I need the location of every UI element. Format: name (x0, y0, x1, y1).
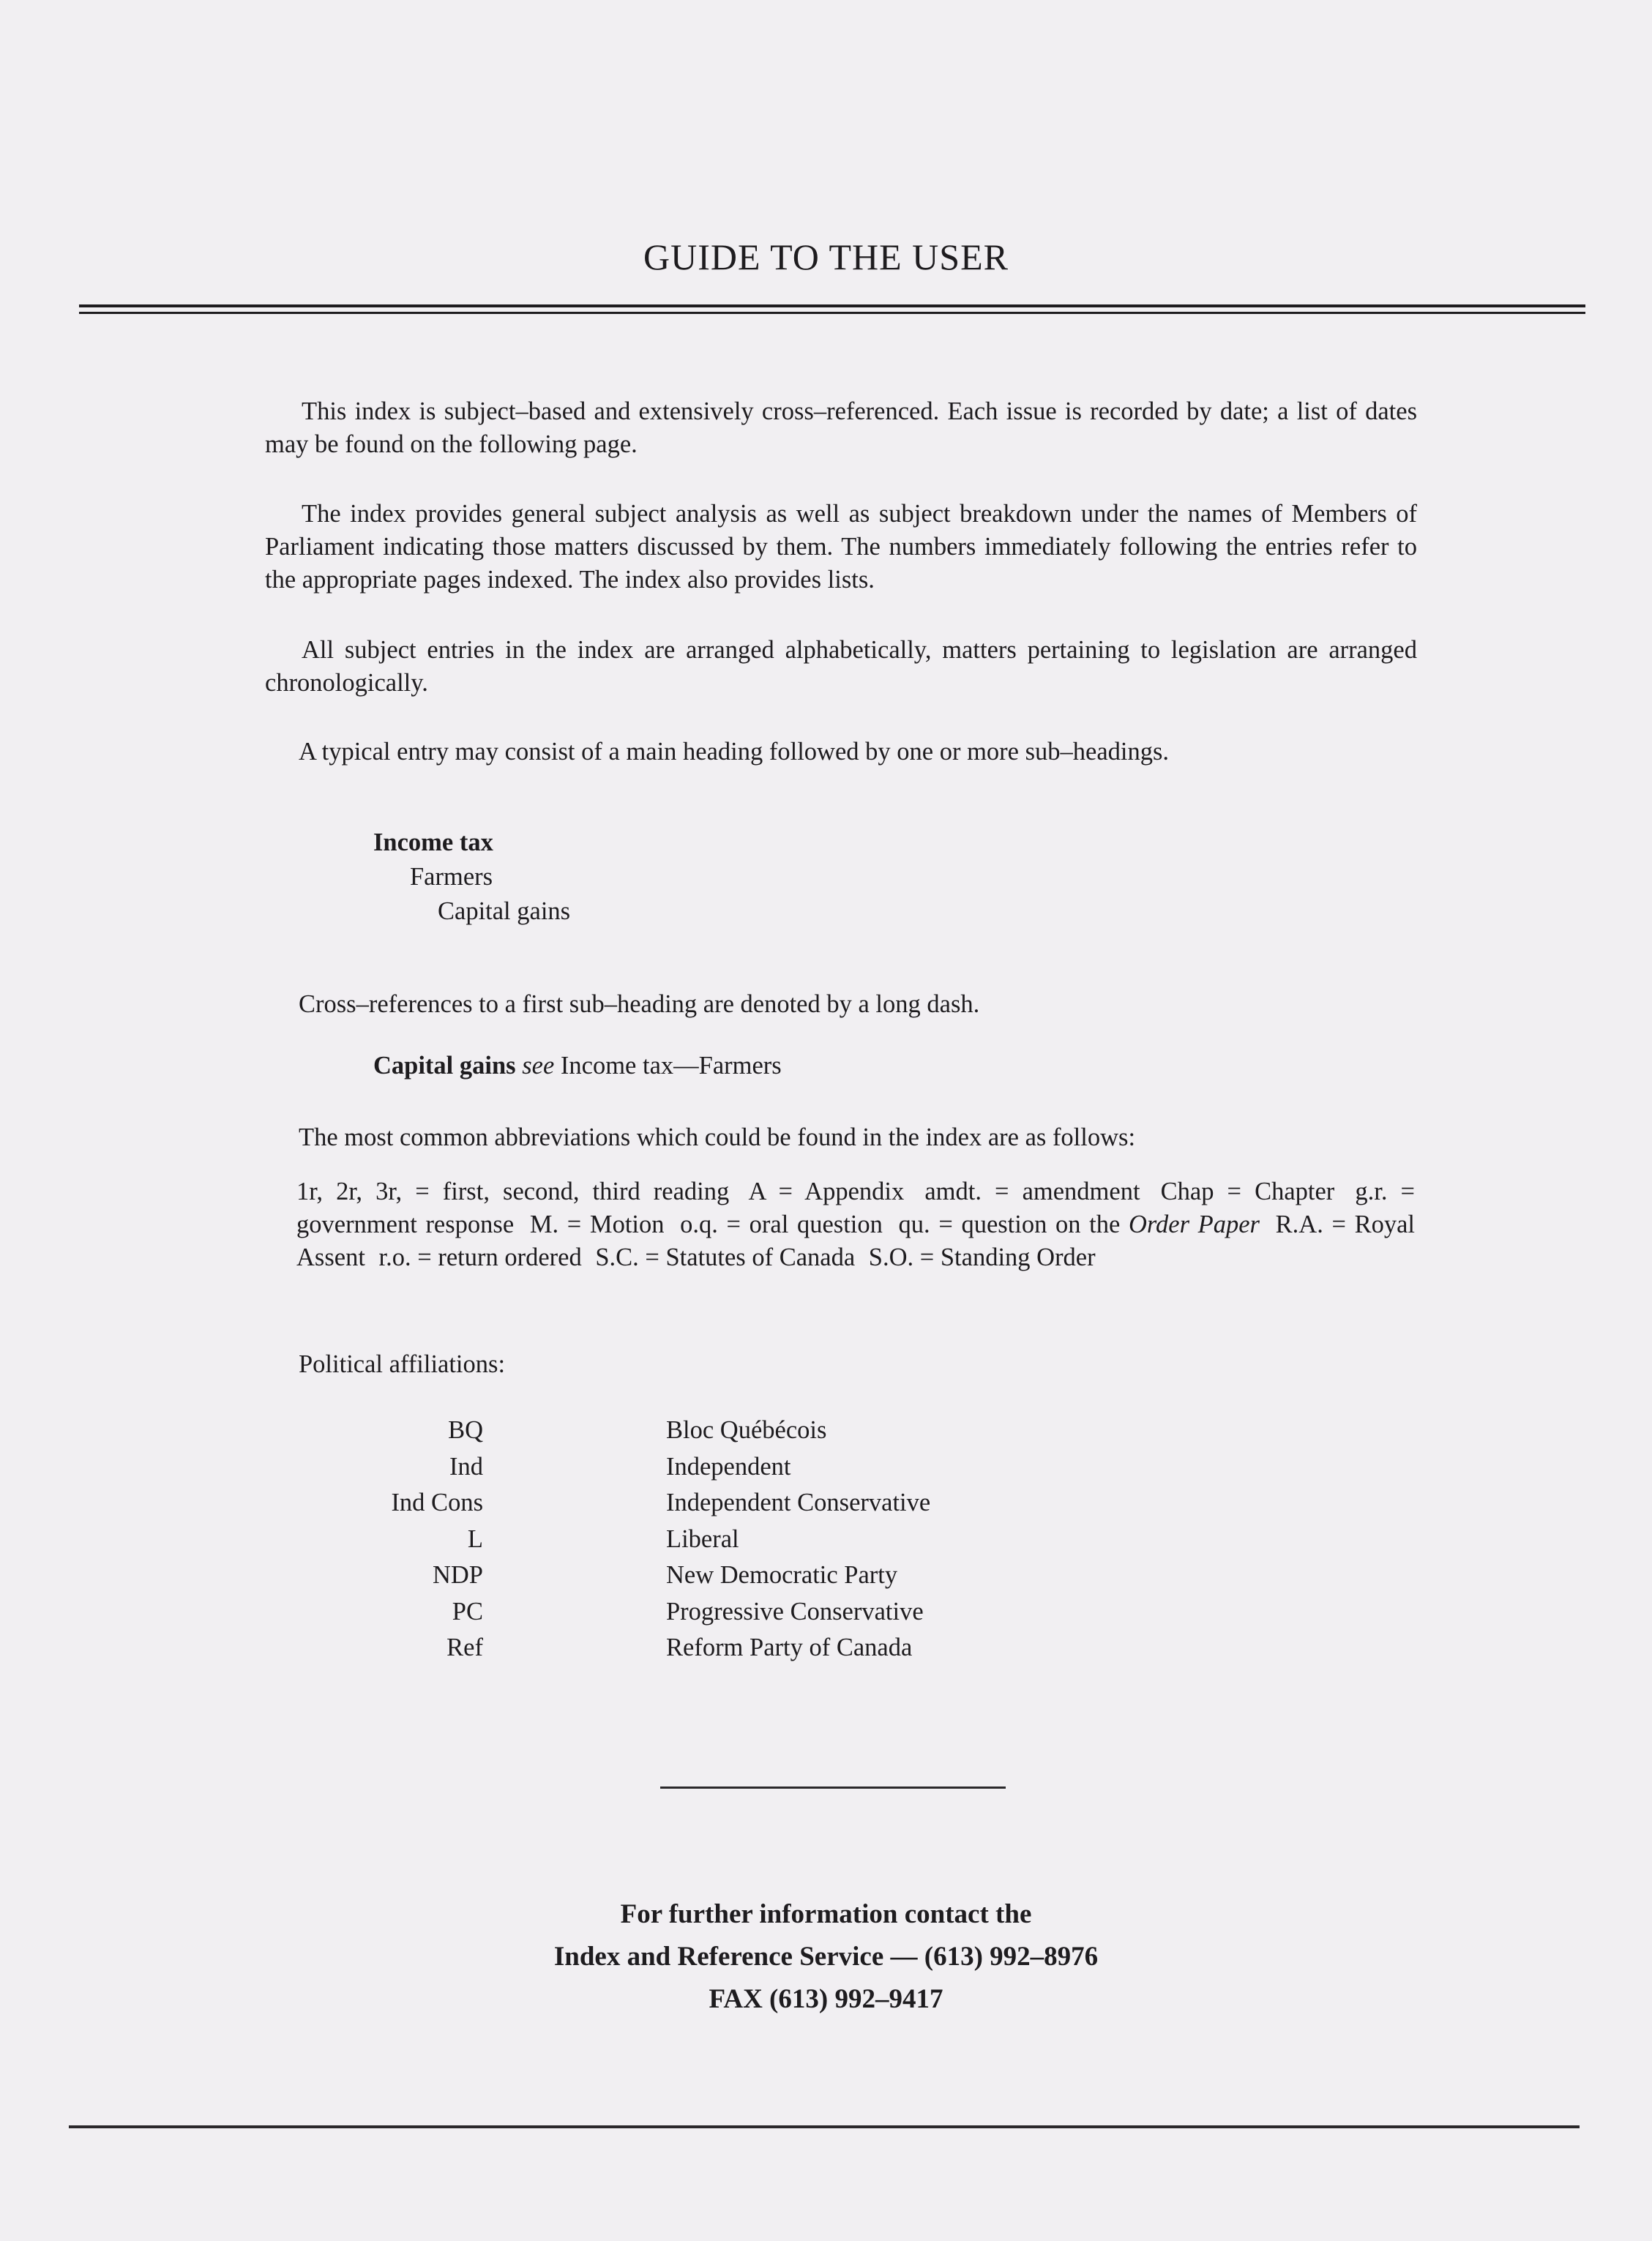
example-subheading-2: Capital gains (438, 897, 571, 925)
contact-block (0, 1893, 1652, 2021)
affiliation-code: NDP (432, 1561, 483, 1589)
abbrev-royal-assent: R.A. = Royal Assent (296, 1211, 1416, 1271)
affiliations-table (366, 1413, 930, 1666)
cross-reference-example (373, 1049, 782, 1083)
affiliation-name: Independent (666, 1452, 791, 1481)
paragraph-analysis (265, 498, 1417, 596)
abbrev-reading: 1r, 2r, 3r, = first, second, third reading (296, 1178, 730, 1205)
affiliation-row (366, 1485, 930, 1522)
paragraph-abbreviations-intro: The most common abbreviations which could be found in the index are as follows: (299, 1123, 1136, 1151)
affiliation-name: Independent Conservative (666, 1489, 931, 1516)
abbrev-government-response: g.r. = government response (296, 1178, 1416, 1238)
affiliation-name: Reform Party of Canada (666, 1634, 913, 1661)
paragraph-affiliations-intro: Political affiliations: (299, 1350, 506, 1378)
paragraph-cross-references: Cross–references to a first sub–heading are denoted by a long dash. (299, 990, 980, 1018)
affiliation-code: L (467, 1524, 483, 1553)
cross-ref-see: see (522, 1052, 555, 1080)
paragraph-text: This index is subject–based and extensively cross–referenced. Each issue is recorded by date; a list of dates may be found on the following page. (265, 397, 1417, 458)
example-entry (373, 826, 570, 929)
paragraph-ordering (265, 634, 1417, 700)
contact-line-1: For further information contact the (620, 1899, 1032, 1929)
title-double-rule (79, 304, 1585, 315)
abbrev-return-ordered: r.o. = return ordered (378, 1243, 582, 1271)
example-subheading-1: Farmers (410, 863, 493, 891)
affiliation-row (366, 1449, 930, 1486)
affiliation-code: BQ (448, 1416, 483, 1444)
abbrev-amendment: amdt. = amendment (924, 1178, 1140, 1205)
affiliation-code: PC (452, 1597, 483, 1625)
rule-line-bottom (79, 312, 1585, 314)
affiliation-row (366, 1413, 930, 1449)
affiliation-code: Ref (446, 1634, 483, 1661)
affiliation-code: Ind Cons (391, 1489, 483, 1516)
cross-ref-target: Income tax—Farmers (560, 1052, 782, 1080)
contact-line-2: Index and Reference Service — (613) 992–8976 (553, 1942, 1099, 1972)
footer-rule (69, 2125, 1580, 2128)
rule-line-top (79, 304, 1585, 307)
affiliation-name: Liberal (666, 1524, 739, 1553)
affiliation-row (366, 1522, 930, 1558)
page-title: GUIDE TO THE USER (643, 236, 1009, 277)
abbreviations-list (296, 1175, 1415, 1274)
contact-line-3: FAX (613) 992–9417 (709, 1984, 943, 2014)
affiliation-name: Bloc Québécois (666, 1416, 827, 1444)
affiliation-name: Progressive Conservative (666, 1597, 924, 1625)
affiliation-row (366, 1594, 930, 1631)
example-heading: Income tax (373, 828, 493, 856)
affiliation-row (366, 1557, 930, 1594)
affiliation-name: New Democratic Party (666, 1561, 898, 1589)
abbrev-question-text: qu. = question on the (898, 1211, 1121, 1238)
abbrev-oral-question: o.q. = oral question (680, 1211, 883, 1238)
paragraph-intro (265, 395, 1417, 461)
abbrev-motion: M. = Motion (529, 1211, 665, 1238)
abbrev-standing-order: S.O. = Standing Order (868, 1243, 1096, 1271)
section-divider (660, 1787, 1006, 1789)
affiliation-code: Ind (449, 1452, 483, 1481)
abbrev-statutes: S.C. = Statutes of Canada (595, 1243, 856, 1271)
cross-ref-term: Capital gains (373, 1052, 516, 1080)
affiliation-row (366, 1630, 930, 1666)
paragraph-text: All subject entries in the index are arranged alphabetically, matters pertaining to legislation are arranged chronologically. (265, 636, 1417, 697)
abbrev-question-order-paper (899, 1211, 1260, 1238)
abbrev-chapter: Chap = Chapter (1160, 1178, 1335, 1205)
abbrev-appendix: A = Appendix (748, 1178, 905, 1205)
paragraph-text: The index provides general subject analysis as well as subject breakdown under the names of Members of Parliament indicating those matters discussed by them. The numbers immediately following the entries refer to the appropriate pages indexed. The index also provides lists. (265, 500, 1417, 594)
abbrev-order-paper: Order Paper (1128, 1211, 1260, 1238)
paragraph-typical-entry: A typical entry may consist of a main heading followed by one or more sub–headings. (299, 738, 1170, 766)
